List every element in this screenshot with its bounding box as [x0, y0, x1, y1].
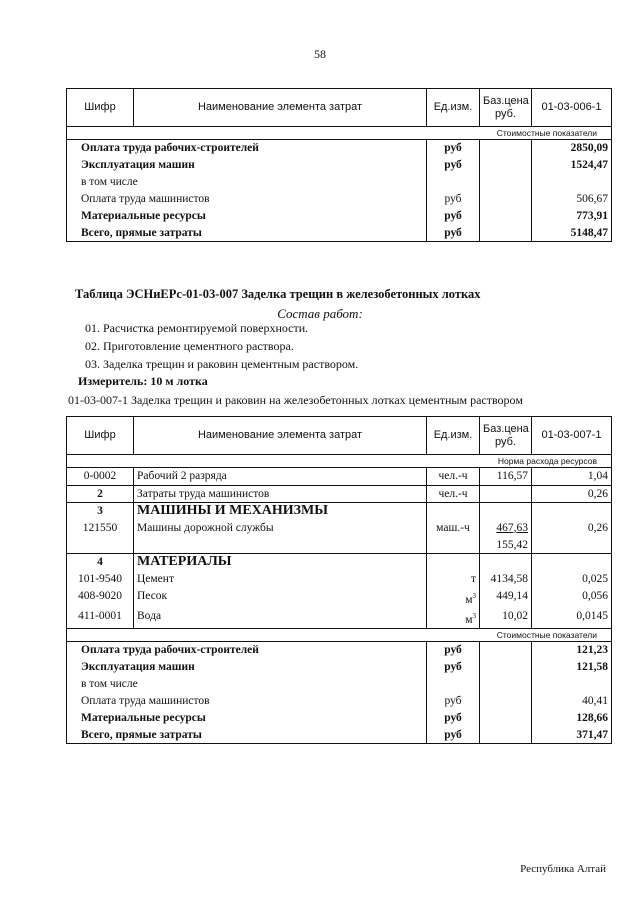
work-item: 01. Расчистка ремонтируемой поверхности. [85, 321, 309, 335]
cost-caption: Стоимостные показатели [67, 127, 612, 140]
row-name: Оплата труда машинистов [67, 693, 427, 710]
row-value: 5148,47 [532, 225, 612, 242]
row-value: 128,66 [532, 710, 612, 727]
resource-name: Цемент [134, 571, 427, 588]
caption-row [67, 629, 612, 642]
resource-name: Вода [134, 608, 427, 629]
cost-caption: Стоимостные показатели [67, 629, 612, 642]
row-value: 1524,47 [532, 157, 612, 174]
row-name: в том числе [67, 174, 427, 191]
resource-price: 4134,58 [480, 571, 532, 588]
measure-unit: Измеритель: 10 м лотка [78, 374, 208, 388]
header-rate-code: 01-03-007-1 [532, 417, 612, 455]
page-number: 58 [314, 47, 326, 61]
group-name: МАШИНЫ И МЕХАНИЗМЫ [134, 503, 427, 520]
table-row [67, 140, 612, 157]
row-name: в том числе [67, 676, 427, 693]
resource-unit: т [427, 571, 480, 588]
resource-unit: чел.-ч [427, 468, 480, 486]
resource-norm: 1,04 [532, 468, 612, 486]
table-title: Таблица ЭСНиЕРс-01-03-007 Заделка трещин в железобетонных лотках [75, 287, 481, 301]
row-name: Материальные ресурсы [67, 710, 427, 727]
table-row [67, 485, 612, 503]
row-unit: руб [427, 140, 480, 157]
row-unit: руб [427, 157, 480, 174]
resource-unit: маш.-ч [427, 520, 480, 537]
resource-name: Машины дорожной службы [134, 520, 427, 537]
table-row [67, 642, 612, 659]
table-row [67, 676, 612, 693]
table-header-row [67, 89, 612, 127]
row-name: Эксплуатация машин [67, 157, 427, 174]
resource-price: 449,14 [480, 588, 532, 608]
resource-code: 101-9540 [67, 571, 134, 588]
row-value: 773,91 [532, 208, 612, 225]
resource-code: 0-0002 [67, 468, 134, 486]
header-name: Наименование элемента затрат [134, 89, 427, 127]
group-row [67, 503, 612, 520]
work-item: 02. Приготовление цементного раствора. [85, 339, 294, 353]
row-value: 506,67 [532, 191, 612, 208]
resource-code: 411-0001 [67, 608, 134, 629]
table-row [67, 157, 612, 174]
table-row [67, 588, 612, 608]
resource-code: 408-9020 [67, 588, 134, 608]
resource-price: 467,63 [480, 520, 532, 537]
resource-name: Рабочий 2 разряда [134, 468, 427, 486]
resource-norm: 0,025 [532, 571, 612, 588]
resource-unit: чел.-ч [427, 485, 480, 503]
row-unit: руб [427, 208, 480, 225]
resource-code: 121550 [67, 520, 134, 537]
table-row [67, 225, 612, 242]
table-row [67, 710, 612, 727]
caption-row [67, 455, 612, 468]
row-name: Эксплуатация машин [67, 659, 427, 676]
header-rate-code: 01-03-006-1 [532, 89, 612, 127]
row-name: Всего, прямые затраты [67, 225, 427, 242]
row-value: 121,58 [532, 659, 612, 676]
rate-code-line: 01-03-007-1 Заделка трещин и раковин на железобетонных лотках цементным раствором [68, 393, 523, 407]
table-row [67, 571, 612, 588]
table-row [67, 693, 612, 710]
row-unit: руб [427, 642, 480, 659]
row-unit: руб [427, 659, 480, 676]
row-name: Оплата труда рабочих-строителей [67, 140, 427, 157]
resource-norm: 0,056 [532, 588, 612, 608]
resource-unit: $м^3$ [427, 588, 480, 608]
table-row [67, 520, 612, 537]
resource-name: Затраты труда машинистов [134, 485, 427, 503]
table-row [67, 608, 612, 629]
group-code: 3 [67, 503, 134, 520]
table-header-row [67, 417, 612, 455]
row-value: 2850,09 [532, 140, 612, 157]
row-unit: руб [427, 710, 480, 727]
resource-price: 116,57 [480, 468, 532, 486]
row-value: 371,47 [532, 727, 612, 744]
norm-caption: Норма расхода ресурсов [67, 455, 612, 468]
header-code: Шифр [67, 89, 134, 127]
table-row [67, 659, 612, 676]
works-subtitle: Состав работ: [277, 306, 363, 321]
page-footer: Республика Алтай [520, 863, 606, 875]
resource-norm: 0,26 [532, 485, 612, 503]
group-name: МАТЕРИАЛЫ [134, 554, 427, 571]
header-name: Наименование элемента затрат [134, 417, 427, 455]
row-value: 40,41 [532, 693, 612, 710]
row-unit: руб [427, 191, 480, 208]
header-unit: Ед.изм. [427, 89, 480, 127]
table-row [67, 174, 612, 191]
row-value: 121,23 [532, 642, 612, 659]
resource-price-alt: 155,42 [480, 537, 532, 554]
resource-price: 10,02 [480, 608, 532, 629]
row-unit: руб [427, 225, 480, 242]
resource-norm: 0,26 [532, 520, 612, 537]
row-name: Всего, прямые затраты [67, 727, 427, 744]
row-name: Материальные ресурсы [67, 208, 427, 225]
resource-code: 2 [67, 485, 134, 503]
header-price: Баз.цена руб. [480, 89, 532, 127]
header-unit: Ед.изм. [427, 417, 480, 455]
resource-name: Песок [134, 588, 427, 608]
group-row [67, 554, 612, 571]
row-name: Оплата труда рабочих-строителей [67, 642, 427, 659]
header-code: Шифр [67, 417, 134, 455]
resource-norm: 0,0145 [532, 608, 612, 629]
cost-table-01-03-006-1 [66, 88, 612, 242]
header-price: Баз.цена руб. [480, 417, 532, 455]
table-row [67, 468, 612, 486]
group-code: 4 [67, 554, 134, 571]
table-row [67, 727, 612, 744]
work-item: 03. Заделка трещин и раковин цементным раствором. [85, 357, 359, 371]
resource-unit: $м^3$ [427, 608, 480, 629]
caption-row [67, 127, 612, 140]
row-unit: руб [427, 727, 480, 744]
table-row [67, 191, 612, 208]
row-name: Оплата труда машинистов [67, 191, 427, 208]
table-row [67, 208, 612, 225]
table-row [67, 537, 612, 554]
row-unit: руб [427, 693, 480, 710]
resource-table-01-03-007-1 [66, 416, 612, 744]
